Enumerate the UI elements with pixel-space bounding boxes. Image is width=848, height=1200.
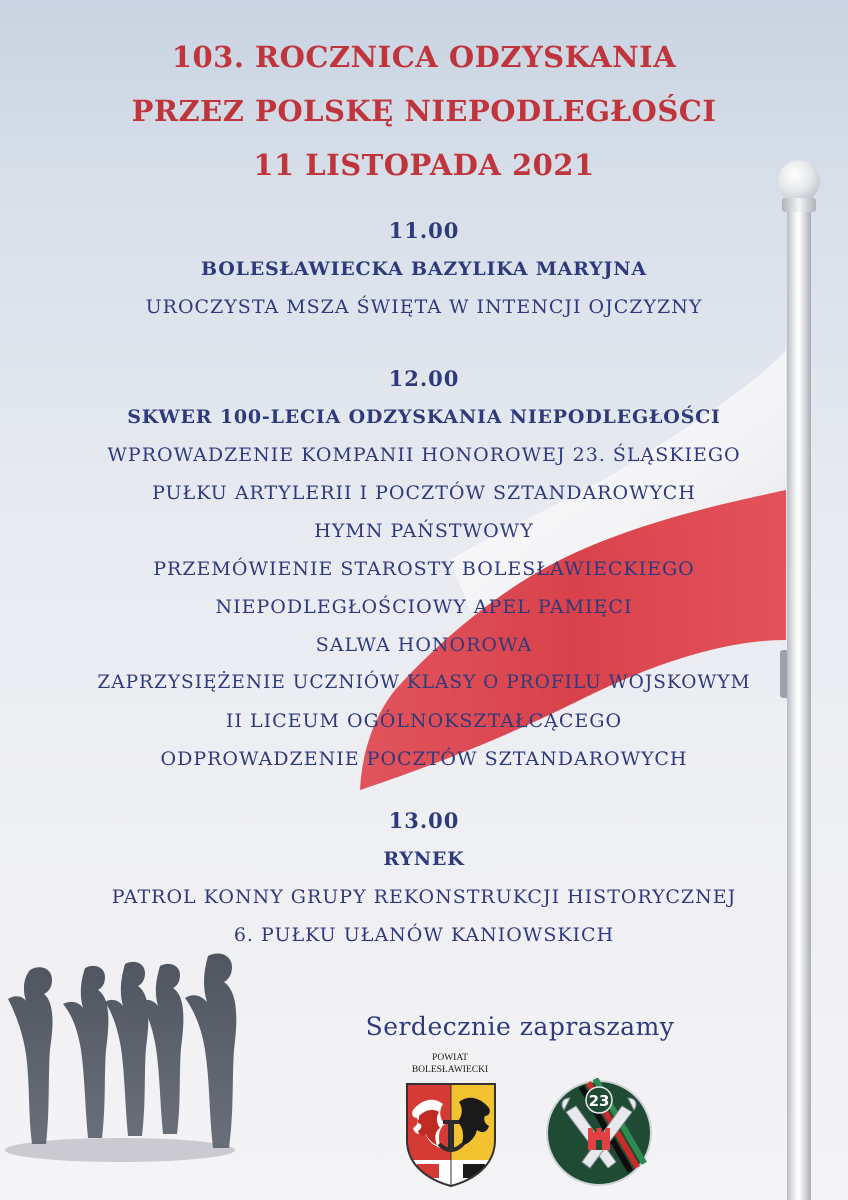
powiat-label-line-2: BOLESŁAWIECKI: [411, 1065, 489, 1075]
powiat-label-line-1: POWIAT: [432, 1053, 468, 1063]
event-item: WPROWADZENIE KOMPANII HONOROWEJ 23. ŚLĄSKIEGO: [107, 444, 741, 466]
coat-of-arms-icon: [403, 1080, 499, 1188]
event-place: RYNEK: [383, 848, 465, 870]
title-line-1: 103. ROCZNICA ODZYSKANIA: [171, 40, 677, 74]
saluting-soldiers-icon: [0, 950, 260, 1200]
event-time: 12.00: [388, 366, 460, 391]
event-item: UROCZYSTA MSZA ŚWIĘTA W INTENCJI OJCZYZNY: [145, 296, 703, 318]
event-block-2: [0, 360, 848, 778]
event-item: NIEPODLEGŁOŚCIOWY APEL PAMIĘCI: [215, 596, 633, 618]
event-block-3: [0, 802, 848, 954]
event-item: 6. PUŁKU UŁANÓW KANIOWSKICH: [233, 924, 615, 946]
event-item: ZAPRZYSIĘŻENIE UCZNIÓW KLASY O PROFILU WOJSKOWYM: [97, 672, 751, 693]
event-time: 11.00: [388, 218, 460, 243]
event-item: ODPROWADZENIE POCZTÓW SZTANDAROWYCH: [160, 748, 688, 770]
title-line-3: 11 LISTOPADA 2021: [253, 148, 595, 182]
event-item: PATROL KONNY GRUPY REKONSTRUKCJI HISTORYCZNEJ: [111, 886, 737, 908]
event-item: PUŁKU ARTYLERII I POCZTÓW SZTANDAROWYCH: [152, 482, 696, 504]
regiment-number: 23: [588, 1092, 610, 1110]
event-place: SKWER 100-LECIA ODZYSKANIA NIEPODLEGŁOŚCI: [127, 406, 721, 428]
regiment-emblem-icon: [544, 1078, 654, 1188]
title-line-2: PRZEZ POLSKĘ NIEPODLEGŁOŚCI: [131, 94, 717, 128]
event-item: HYMN PAŃSTWOWY: [314, 520, 534, 542]
event-time: 13.00: [388, 808, 460, 833]
poster-title: [0, 30, 848, 192]
event-place: BOLESŁAWIECKA BAZYLIKA MARYJNA: [201, 258, 647, 280]
event-item: II LICEUM OGÓLNOKSZTAŁCĄCEGO: [225, 710, 623, 732]
event-item: SALWA HONOROWA: [315, 634, 533, 656]
powiat-label: [395, 1052, 505, 1076]
event-block-1: [0, 212, 848, 326]
flagpole-collar: [782, 198, 816, 212]
event-item: PRZEMÓWIENIE STAROSTY BOLESŁAWIECKIEGO: [153, 558, 695, 580]
invitation-text: Serdecznie zapraszamy: [365, 1012, 675, 1041]
